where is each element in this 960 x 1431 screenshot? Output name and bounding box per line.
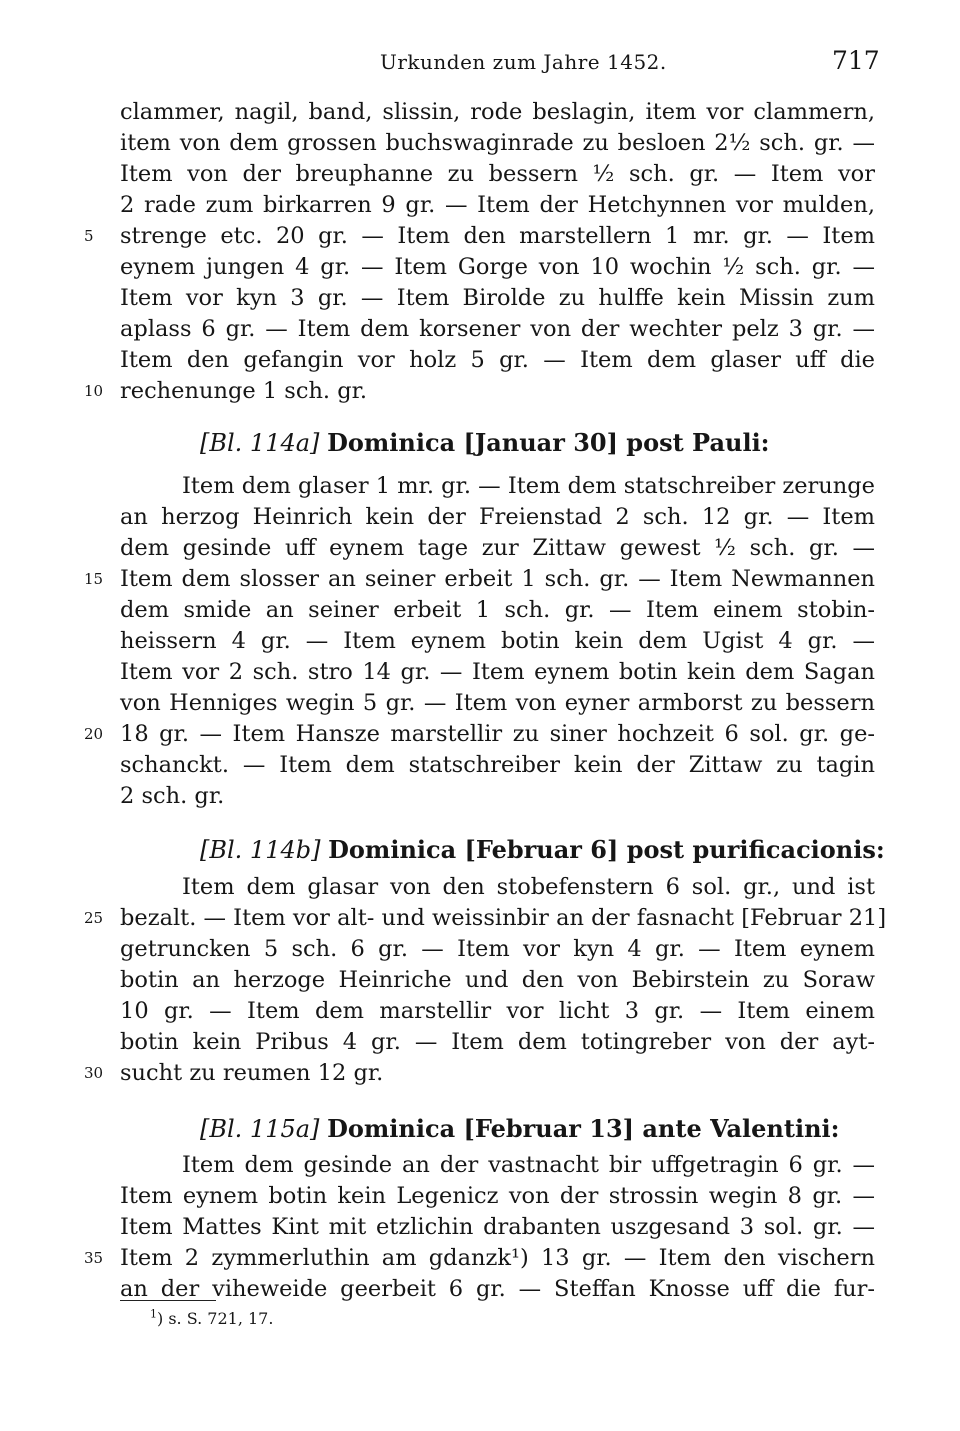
text-line: Item eynem botin kein Legenicz von der strossin wegin 8 gr. — (120, 1183, 875, 1209)
text-line: botin an herzoge Heinriche und den von Bebirstein zu Soraw (120, 967, 875, 993)
text-line: bezalt. — Item vor alt- und weissinbir an der fasnacht [Februar 21] (120, 905, 887, 931)
heading-title: Dominica [Januar 30] post Pauli: (327, 428, 770, 457)
folio-reference: [Bl. 114a] (200, 429, 320, 457)
line-number: 10 (84, 382, 104, 400)
folio-reference: [Bl. 115a] (200, 1115, 320, 1143)
text-line: Item den gefangin vor holz 5 gr. — Item dem glaser uff die (120, 347, 875, 373)
text-line: 10 gr. — Item dem marstellir vor licht 3 gr. — Item einem (120, 998, 875, 1024)
text-line: 2 rade zum birkarren 9 gr. — Item der Hetchynnen vor mulden, (120, 192, 875, 218)
section-heading (200, 1111, 840, 1147)
footnote (150, 1307, 273, 1331)
line-number: 25 (84, 909, 104, 927)
page-number: 717 (832, 46, 880, 75)
text-line: an herzog Heinrich kein der Freienstad 2 sch. 12 gr. — Item (120, 504, 875, 530)
text-line: von Henniges wegin 5 gr. — Item von eyner armborst zu bessern (120, 690, 875, 716)
footnote-mark: 1 (150, 1307, 157, 1321)
text-line: clammer, nagil, band, slissin, rode beslagin, item vor clammern, (120, 99, 875, 125)
text-line: sucht zu reumen 12 gr. (120, 1060, 384, 1086)
text-line: Item dem slosser an seiner erbeit 1 sch. gr. — Item Newmannen (120, 566, 875, 592)
text-line: Item dem gesinde an der vastnacht bir uffgetragin 6 gr. — (182, 1152, 875, 1178)
text-line: item von dem grossen buchswaginrade zu besloen 2½ sch. gr. — (120, 130, 875, 156)
text-line: botin kein Pribus 4 gr. — Item dem totingreber von der ayt- (120, 1029, 875, 1055)
text-line: Item dem glaser 1 mr. gr. — Item dem statschreiber zerunge (182, 473, 875, 499)
running-title: Urkunden zum Jahre 1452. (380, 50, 667, 74)
text-line: getruncken 5 sch. 6 gr. — Item vor kyn 4 gr. — Item eynem (120, 936, 875, 962)
folio-reference: [Bl. 114b] (200, 836, 321, 864)
line-number: 20 (84, 725, 104, 743)
text-line: eynem jungen 4 gr. — Item Gorge von 10 wochin ½ sch. gr. — (120, 254, 875, 280)
heading-title: Dominica [Februar 6] post purificacionis: (328, 835, 885, 864)
line-number: 15 (84, 570, 104, 588)
text-line: Item vor 2 sch. stro 14 gr. — Item eynem botin kein dem Sagan (120, 659, 875, 685)
line-number: 35 (84, 1249, 104, 1267)
text-line: dem gesinde uff eynem tage zur Zittaw gewest ½ sch. gr. — (120, 535, 875, 561)
text-line: Item von der breuphanne zu bessern ½ sch. gr. — Item vor (120, 161, 875, 187)
section-heading (200, 832, 885, 868)
heading-title: Dominica [Februar 13] ante Valentini: (327, 1114, 840, 1143)
text-line: rechenunge 1 sch. gr. (120, 378, 368, 404)
text-line: Item vor kyn 3 gr. — Item Birolde zu hulffe kein Missin zum (120, 285, 875, 311)
text-line: dem smide an seiner erbeit 1 sch. gr. — Item einem stobin- (120, 597, 875, 623)
footnote-text: ) s. S. 721, 17. (157, 1309, 274, 1328)
text-line: schanckt. — Item dem statschreiber kein der Zittaw zu tagin (120, 752, 875, 778)
section-heading (200, 425, 770, 461)
text-line: an der viheweide geerbeit 6 gr. — Steffan Knosse uff die fur- (120, 1276, 875, 1302)
line-number: 30 (84, 1064, 104, 1082)
text-line: Item dem glasar von den stobefenstern 6 sol. gr., und ist (182, 874, 875, 900)
text-line: 18 gr. — Item Hansze marstellir zu siner hochzeit 6 sol. gr. ge- (120, 721, 875, 747)
running-header (0, 44, 960, 84)
text-line: heissern 4 gr. — Item eynem botin kein dem Ugist 4 gr. — (120, 628, 875, 654)
text-line: Item Mattes Kint mit etzlichin drabanten uszgesand 3 sol. gr. — (120, 1214, 875, 1240)
text-line: Item 2 zymmerluthin am gdanzk¹) 13 gr. — Item den vischern (120, 1245, 875, 1271)
text-line: 2 sch. gr. (120, 783, 225, 809)
line-number: 5 (84, 227, 94, 245)
text-line: aplass 6 gr. — Item dem korsener von der wechter pelz 3 gr. — (120, 316, 875, 342)
footnote-rule (120, 1300, 216, 1301)
text-line: strenge etc. 20 gr. — Item den marstellern 1 mr. gr. — Item (120, 223, 875, 249)
